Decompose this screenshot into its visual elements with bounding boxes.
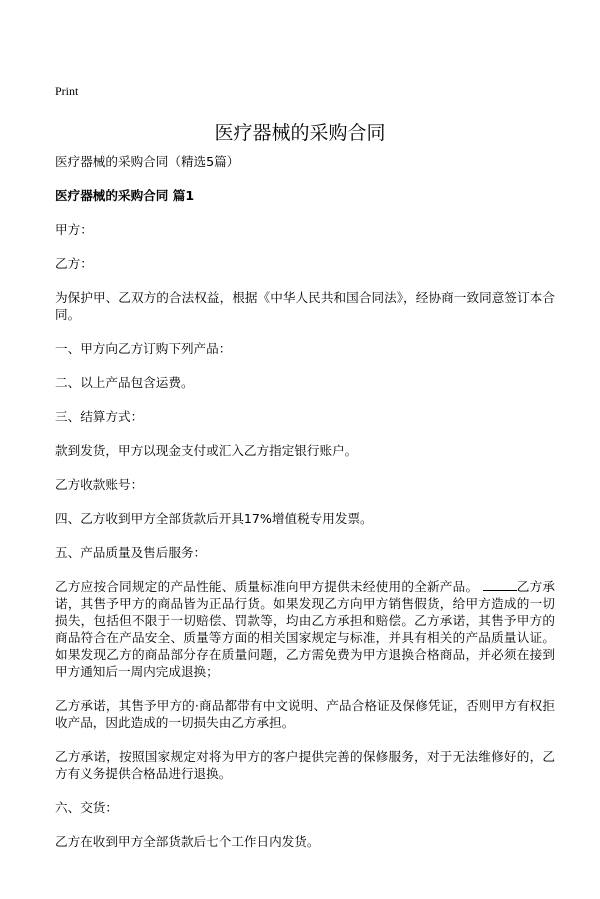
clause-1: 一、甲方向乙方订购下列产品： [55, 341, 232, 356]
quality-paragraph [55, 578, 555, 680]
clause-4: 四、乙方收到甲方全部货款后开具17%增值税专用发票。 [55, 511, 373, 526]
service-paragraph: 乙方承诺，按照国家规定对将为甲方的客户提供完善的保修服务，对于无法维修好的，乙方有义务提供合格品进行退换。 [55, 749, 555, 781]
print-link[interactable]: Print [55, 84, 79, 98]
section-heading: 医疗器械的采购合同 篇1 [55, 188, 195, 203]
account-line: 乙方收款账号： [55, 477, 144, 492]
document-body [55, 153, 555, 867]
collection-line: 医疗器械的采购合同（精选5篇） [55, 154, 240, 169]
blank-underline [483, 578, 517, 591]
party-a-line: 甲方： [55, 222, 93, 237]
party-b-line: 乙方： [55, 256, 93, 271]
clause-2: 二、以上产品包含运费。 [55, 375, 194, 390]
payment-paragraph: 款到发货，甲方以现金支付或汇入乙方指定银行账户。 [55, 443, 358, 458]
clause-5: 五、产品质量及售后服务： [55, 545, 207, 560]
intro-paragraph: 为保护甲、乙双方的合法权益，根据《中华人民共和国合同法》，经协商一致同意签订本合同。 [55, 290, 555, 322]
clause-6: 六、交货： [55, 800, 118, 815]
quality-text-b: 乙方承诺，其售予甲方的商品皆为正品行货。如果发现乙方向甲方销售假货，给甲方造成的一切损失，包括但不限于一切赔偿、罚款等，均由乙方承担和赔偿。乙方承诺，其售予甲方的商品符合在产品安全、质量等方面的相关国家规定与标准，并具有相关的产品质量认证。如果发现乙方的商品部分存在质量问题，乙方需免费为甲方退换合格商品，并必须在接到甲方通知后一周内完成退换； [55, 579, 556, 679]
page-title: 医疗器械的采购合同 [214, 122, 386, 144]
quality-text-a: 乙方应按合同规定的产品性能、质量标准向甲方提供未经使用的全新产品。 [55, 579, 479, 594]
delivery-paragraph: 乙方在收到甲方全部货款后七个工作日内发货。 [55, 834, 320, 849]
clause-3: 三、结算方式： [55, 409, 144, 424]
documentation-paragraph: 乙方承诺，其售予甲方的·商品都带有中文说明、产品合格证及保修凭证，否则甲方有权拒收产品，因此造成的一切损失由乙方承担。 [55, 698, 555, 730]
